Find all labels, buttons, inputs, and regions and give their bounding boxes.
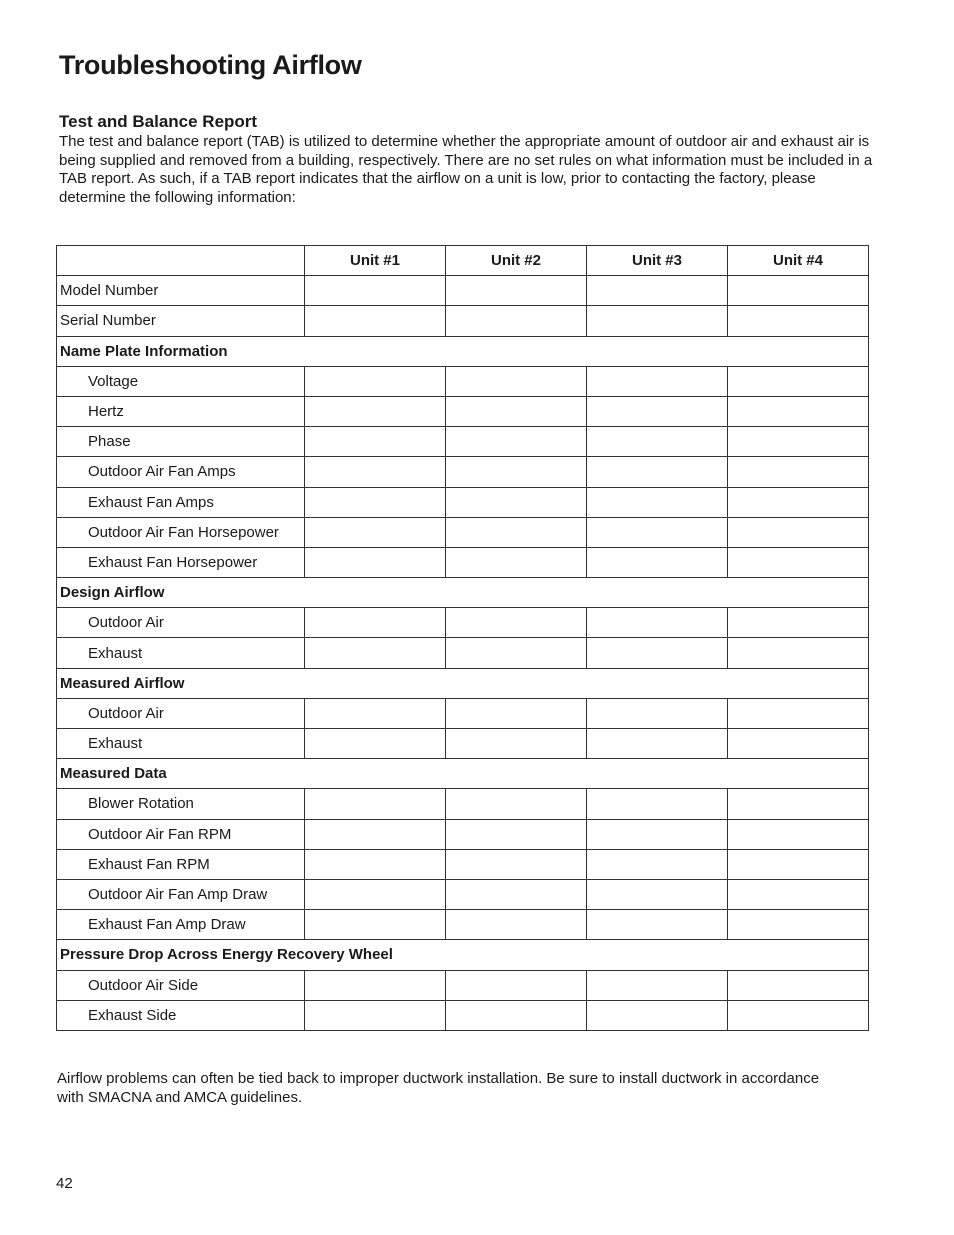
unit-3-entry-cell[interactable] bbox=[587, 366, 728, 396]
unit-3-entry-cell[interactable] bbox=[587, 729, 728, 759]
unit-3-entry-cell[interactable] bbox=[587, 487, 728, 517]
table-group-row bbox=[57, 578, 869, 608]
footer-note: Airflow problems can often be tied back to improper ductwork installation. Be sure to install ductwork in accordance with SMACNA and AMCA guidelines. bbox=[57, 1070, 820, 1106]
unit-2-entry-cell[interactable] bbox=[446, 789, 587, 819]
unit-2-entry-cell[interactable] bbox=[446, 698, 587, 728]
header-cell-unit-2: Unit #2 bbox=[446, 246, 587, 276]
unit-2-entry-cell[interactable] bbox=[446, 608, 587, 638]
unit-1-entry-cell[interactable] bbox=[305, 910, 446, 940]
unit-1-entry-cell[interactable] bbox=[305, 487, 446, 517]
unit-1-entry-cell[interactable] bbox=[305, 879, 446, 909]
unit-3-entry-cell[interactable] bbox=[587, 789, 728, 819]
unit-3-entry-cell[interactable] bbox=[587, 910, 728, 940]
unit-4-entry-cell[interactable] bbox=[728, 487, 869, 517]
row-label: Hertz bbox=[57, 396, 305, 426]
unit-3-entry-cell[interactable] bbox=[587, 276, 728, 306]
table-group-row bbox=[57, 668, 869, 698]
row-label: Design Airflow bbox=[57, 578, 869, 608]
row-label: Exhaust Fan Amps bbox=[57, 487, 305, 517]
table-row bbox=[57, 698, 869, 728]
row-label: Model Number bbox=[57, 276, 305, 306]
unit-2-entry-cell[interactable] bbox=[446, 879, 587, 909]
table-body bbox=[57, 276, 869, 1031]
table-header-row bbox=[57, 246, 869, 276]
page-number: 42 bbox=[56, 1175, 73, 1192]
row-label: Pressure Drop Across Energy Recovery Wheel bbox=[57, 940, 869, 970]
row-label: Outdoor Air Side bbox=[57, 970, 305, 1000]
unit-2-entry-cell[interactable] bbox=[446, 910, 587, 940]
unit-1-entry-cell[interactable] bbox=[305, 457, 446, 487]
table-row bbox=[57, 276, 869, 306]
unit-1-entry-cell[interactable] bbox=[305, 1000, 446, 1030]
unit-4-entry-cell[interactable] bbox=[728, 547, 869, 577]
header-cell-unit-1: Unit #1 bbox=[305, 246, 446, 276]
row-label: Exhaust Fan RPM bbox=[57, 849, 305, 879]
table-row bbox=[57, 366, 869, 396]
unit-3-entry-cell[interactable] bbox=[587, 427, 728, 457]
table-row bbox=[57, 396, 869, 426]
unit-3-entry-cell[interactable] bbox=[587, 970, 728, 1000]
unit-1-entry-cell[interactable] bbox=[305, 849, 446, 879]
intro-paragraph: The test and balance report (TAB) is utilized to determine whether the appropriate amount of outdoor air and exhaust air is being supplied and removed from a building, respectively. There are no set rules on what information must be included in a TAB report. As such, if a TAB report indicates that the airflow on a unit is low, prior to contacting the factory, please determine the following information: bbox=[59, 133, 873, 207]
unit-3-entry-cell[interactable] bbox=[587, 1000, 728, 1030]
unit-3-entry-cell[interactable] bbox=[587, 879, 728, 909]
section-heading: Test and Balance Report bbox=[59, 112, 258, 131]
unit-1-entry-cell[interactable] bbox=[305, 547, 446, 577]
unit-2-entry-cell[interactable] bbox=[446, 366, 587, 396]
table-row bbox=[57, 879, 869, 909]
unit-2-entry-cell[interactable] bbox=[446, 729, 587, 759]
unit-2-entry-cell[interactable] bbox=[446, 457, 587, 487]
table-row bbox=[57, 849, 869, 879]
tab-report-table bbox=[56, 245, 869, 1031]
table-row bbox=[57, 427, 869, 457]
page-title: Troubleshooting Airflow bbox=[59, 50, 362, 80]
unit-4-entry-cell[interactable] bbox=[728, 276, 869, 306]
row-label: Outdoor Air bbox=[57, 608, 305, 638]
unit-4-entry-cell[interactable] bbox=[728, 910, 869, 940]
row-label: Exhaust bbox=[57, 729, 305, 759]
unit-1-entry-cell[interactable] bbox=[305, 366, 446, 396]
unit-4-entry-cell[interactable] bbox=[728, 638, 869, 668]
unit-2-entry-cell[interactable] bbox=[446, 819, 587, 849]
unit-3-entry-cell[interactable] bbox=[587, 306, 728, 336]
unit-3-entry-cell[interactable] bbox=[587, 547, 728, 577]
unit-3-entry-cell[interactable] bbox=[587, 517, 728, 547]
unit-1-entry-cell[interactable] bbox=[305, 970, 446, 1000]
row-label: Name Plate Information bbox=[57, 336, 869, 366]
unit-4-entry-cell[interactable] bbox=[728, 427, 869, 457]
unit-4-entry-cell[interactable] bbox=[728, 849, 869, 879]
unit-4-entry-cell[interactable] bbox=[728, 729, 869, 759]
unit-3-entry-cell[interactable] bbox=[587, 638, 728, 668]
table-group-row bbox=[57, 940, 869, 970]
row-label: Outdoor Air bbox=[57, 698, 305, 728]
unit-4-entry-cell[interactable] bbox=[728, 819, 869, 849]
unit-2-entry-cell[interactable] bbox=[446, 517, 587, 547]
unit-3-entry-cell[interactable] bbox=[587, 396, 728, 426]
row-label: Phase bbox=[57, 427, 305, 457]
unit-1-entry-cell[interactable] bbox=[305, 638, 446, 668]
unit-4-entry-cell[interactable] bbox=[728, 698, 869, 728]
unit-1-entry-cell[interactable] bbox=[305, 729, 446, 759]
unit-4-entry-cell[interactable] bbox=[728, 1000, 869, 1030]
row-label: Outdoor Air Fan Horsepower bbox=[57, 517, 305, 547]
unit-3-entry-cell[interactable] bbox=[587, 849, 728, 879]
unit-4-entry-cell[interactable] bbox=[728, 970, 869, 1000]
unit-1-entry-cell[interactable] bbox=[305, 306, 446, 336]
unit-1-entry-cell[interactable] bbox=[305, 276, 446, 306]
row-label: Outdoor Air Fan Amps bbox=[57, 457, 305, 487]
row-label: Exhaust Fan Horsepower bbox=[57, 547, 305, 577]
unit-4-entry-cell[interactable] bbox=[728, 366, 869, 396]
unit-1-entry-cell[interactable] bbox=[305, 517, 446, 547]
row-label: Exhaust bbox=[57, 638, 305, 668]
row-label: Outdoor Air Fan RPM bbox=[57, 819, 305, 849]
unit-2-entry-cell[interactable] bbox=[446, 638, 587, 668]
table-row bbox=[57, 517, 869, 547]
unit-2-entry-cell[interactable] bbox=[446, 396, 587, 426]
unit-3-entry-cell[interactable] bbox=[587, 819, 728, 849]
unit-1-entry-cell[interactable] bbox=[305, 396, 446, 426]
unit-4-entry-cell[interactable] bbox=[728, 879, 869, 909]
header-cell-blank bbox=[57, 246, 305, 276]
unit-1-entry-cell[interactable] bbox=[305, 427, 446, 457]
unit-1-entry-cell[interactable] bbox=[305, 608, 446, 638]
unit-1-entry-cell[interactable] bbox=[305, 819, 446, 849]
unit-3-entry-cell[interactable] bbox=[587, 608, 728, 638]
unit-3-entry-cell[interactable] bbox=[587, 698, 728, 728]
header-cell-unit-4: Unit #4 bbox=[728, 246, 869, 276]
table-group-row bbox=[57, 336, 869, 366]
row-label: Blower Rotation bbox=[57, 789, 305, 819]
unit-3-entry-cell[interactable] bbox=[587, 457, 728, 487]
table-row bbox=[57, 789, 869, 819]
table-row bbox=[57, 910, 869, 940]
unit-4-entry-cell[interactable] bbox=[728, 306, 869, 336]
unit-2-entry-cell[interactable] bbox=[446, 306, 587, 336]
unit-4-entry-cell[interactable] bbox=[728, 608, 869, 638]
table-row bbox=[57, 608, 869, 638]
unit-2-entry-cell[interactable] bbox=[446, 849, 587, 879]
row-label: Exhaust Side bbox=[57, 1000, 305, 1030]
table-row bbox=[57, 457, 869, 487]
header-cell-unit-3: Unit #3 bbox=[587, 246, 728, 276]
row-label: Voltage bbox=[57, 366, 305, 396]
unit-1-entry-cell[interactable] bbox=[305, 789, 446, 819]
unit-4-entry-cell[interactable] bbox=[728, 396, 869, 426]
table-row bbox=[57, 970, 869, 1000]
unit-1-entry-cell[interactable] bbox=[305, 698, 446, 728]
table-row bbox=[57, 306, 869, 336]
unit-2-entry-cell[interactable] bbox=[446, 1000, 587, 1030]
unit-4-entry-cell[interactable] bbox=[728, 789, 869, 819]
row-label: Outdoor Air Fan Amp Draw bbox=[57, 879, 305, 909]
row-label: Serial Number bbox=[57, 306, 305, 336]
unit-2-entry-cell[interactable] bbox=[446, 276, 587, 306]
row-label: Measured Data bbox=[57, 759, 869, 789]
unit-2-entry-cell[interactable] bbox=[446, 487, 587, 517]
table-group-row bbox=[57, 759, 869, 789]
unit-2-entry-cell[interactable] bbox=[446, 970, 587, 1000]
row-label: Exhaust Fan Amp Draw bbox=[57, 910, 305, 940]
row-label: Measured Airflow bbox=[57, 668, 869, 698]
table-row bbox=[57, 729, 869, 759]
table-row bbox=[57, 638, 869, 668]
table-row bbox=[57, 487, 869, 517]
unit-4-entry-cell[interactable] bbox=[728, 457, 869, 487]
unit-2-entry-cell[interactable] bbox=[446, 427, 587, 457]
table-row bbox=[57, 819, 869, 849]
table-row bbox=[57, 547, 869, 577]
table-row bbox=[57, 1000, 869, 1030]
unit-4-entry-cell[interactable] bbox=[728, 517, 869, 547]
unit-2-entry-cell[interactable] bbox=[446, 547, 587, 577]
